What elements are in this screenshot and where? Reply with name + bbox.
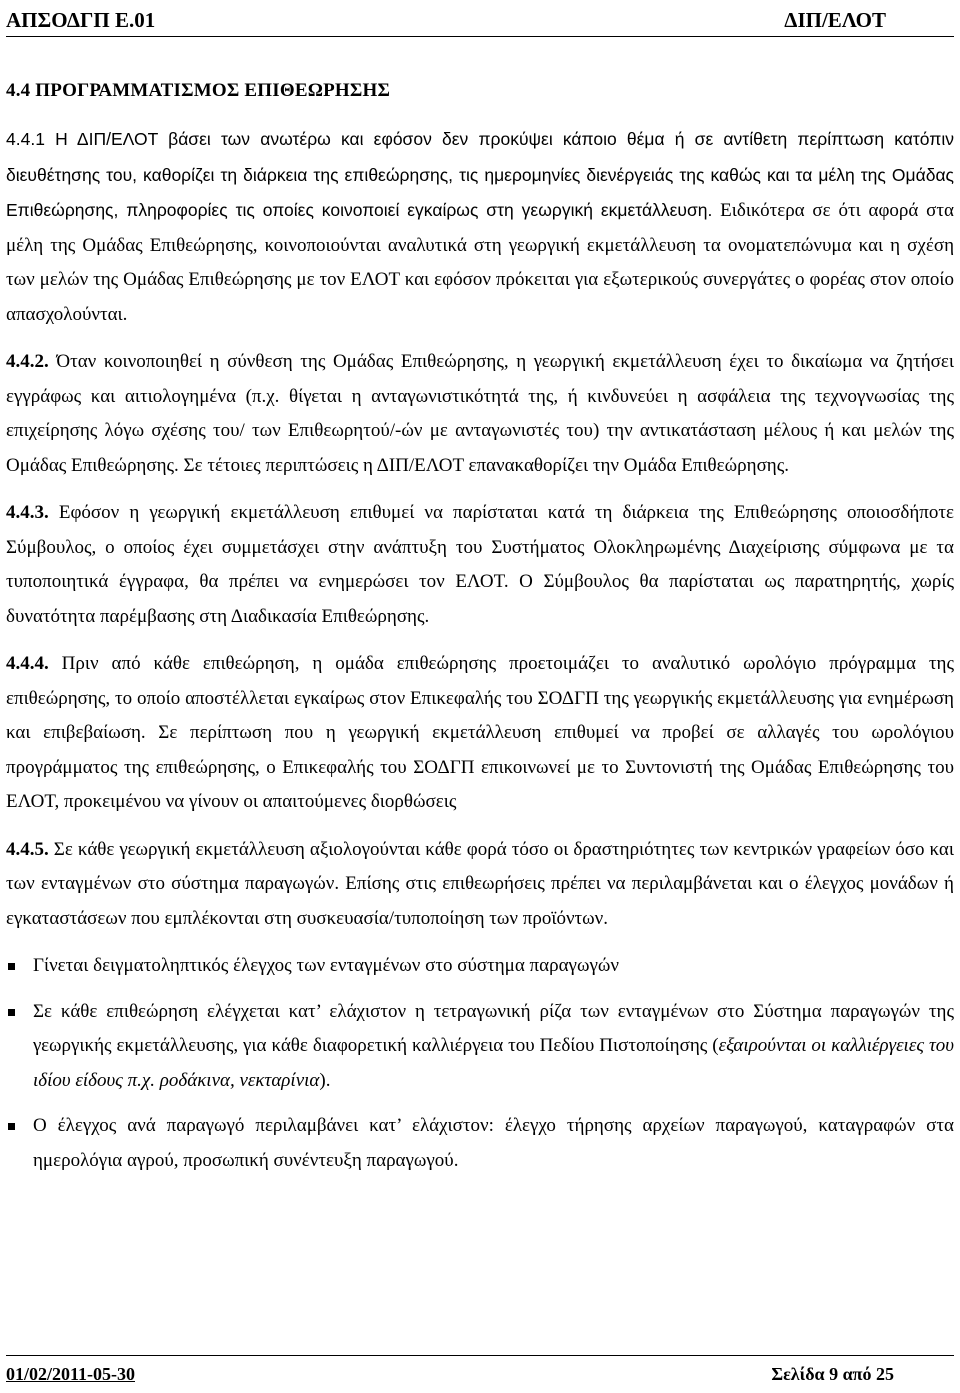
square-bullet-icon — [8, 1009, 15, 1016]
paragraph-number: 4.4.5. — [6, 838, 49, 860]
bullet-list — [6, 949, 954, 1178]
paragraph-text: Εφόσον η γεωργική εκμετάλλευση επιθυμεί να παρίσταται κατά τη διάρκεια της Επιθεώρησης οποιοσδήποτε Σύμβουλος, ο οποίος έχει συμμετάσχει στην ανάπτυξη του Συστήματος Ολοκληρωμένης Διαχείρισης σύμφωνα με τα τυποποιητικά έγγραφα, θα πρέπει να ενημερώσει τον ΕΛΟΤ. Ο Σύμβουλος θα παρίσταται ως παρατηρητής, χωρίς δυνατότητα παρέμβασης στη Διαδικασία Επιθεώρησης. — [6, 502, 954, 627]
list-item-text-end: ). — [319, 1069, 331, 1091]
paragraph-text: Ειδικότερα σε ότι αφορά στα μέλη της Ομάδας Επιθεώρησης, κοινοποιούνται αναλυτικά στη γεωργική εκμετάλλευση τα ονοματεπώνυμα και η σχέση των μελών της Ομάδας Επιθεώρησης με τον ΕΛΟΤ και εφόσον πρόκειται για εξωτερικούς συνεργάτες ο φορέας στον οποίο απασχολούνται. — [6, 200, 954, 325]
paragraph-4-4-5 — [6, 833, 954, 937]
list-item — [6, 995, 954, 1099]
paragraph-4-4-1 — [6, 122, 954, 332]
list-item — [6, 949, 954, 984]
document-body — [6, 80, 954, 1189]
paragraph-text: Όταν κοινοποιηθεί η σύνθεση της Ομάδας Επιθεώρησης, η γεωργική εκμετάλλευση έχει το δικαίωμα να ζητήσει εγγράφως και αιτιολογημένα (π.χ. θίγεται η ανταγωνιστικότητά της, ή κινδυνεύει η ασφάλεια της τεχνογνωσίας της επιχείρησης λόγω σχέσης του/ των Επιθεωρητού/-ών με ανταγωνιστές του) την αντικατάσταση μέλους ή και μελών της Ομάδας Επιθεώρησης. Σε τέτοιες περιπτώσεις η ΔΙΠ/ΕΛΟΤ επανακαθορίζει την Ομάδα Επιθεώρησης. — [6, 351, 954, 476]
square-bullet-icon — [8, 1123, 15, 1130]
paragraph-number: 4.4.2. — [6, 351, 49, 372]
paragraph-text: Σε κάθε γεωργική εκμετάλλευση αξιολογούνται κάθε φορά τόσο οι δραστηριότητες των κεντρικών γραφείων όσο και των ενταγμένων στο σύστημα παραγωγών. Επίσης στις επιθεωρήσεις πρέπει να περιλαμβάνεται και ο έλεγχος μονάδων ή εγκαταστάσεων που εμπλέκονται στη συσκευασία/τυποποίηση των προϊόντων. — [6, 838, 954, 929]
header-department: ΔΙΠ/ΕΛΟΤ — [784, 8, 886, 32]
header-doc-code: ΑΠΣΟΔΓΠ Ε.01 — [6, 8, 156, 32]
paragraph-4-4-3 — [6, 496, 954, 634]
list-item-italic-text: εξαιρούνται οι καλλιέργειες του ιδίου είδους π.χ. ροδάκινα, νεκταρίνια — [33, 1035, 954, 1091]
paragraph-number: 4.4.4. — [6, 653, 49, 674]
list-item-text: Ο έλεγχος ανά παραγωγό περιλαμβάνει κατ’ ελάχιστον: έλεγχο τήρησης αρχείων παραγωγού, καταγραφών στα ημερολόγια αγρού, προσωπική συνέντευξη παραγωγού. — [33, 1115, 954, 1171]
list-item-text: Σε κάθε επιθεώρηση ελέγχεται κατ’ ελάχιστον η τετραγωνική ρίζα των ενταγμένων στο Σύστημα παραγωγών της γεωργικής εκμετάλλευσης, για κάθε διαφορετική καλλιέργεια του Πεδίου Πιστοποίησης ( — [33, 1000, 954, 1056]
section-title: 4.4 ΠΡΟΓΡΑΜΜΑΤΙΣΜΟΣ ΕΠΙΘΕΩΡΗΣΗΣ — [6, 80, 391, 101]
list-item — [6, 1109, 954, 1178]
paragraph-text: Πριν από κάθε επιθεώρηση, η ομάδα επιθεώρησης προετοιμάζει το αναλυτικό ωρολόγιο πρόγραμμα της επιθεώρησης, το οποίο αποστέλλεται εγκαίρως στον Επικεφαλής του ΣΟΔΓΠ της γεωργικής εκμετάλλευσης για ενημέρωση και επιβεβαίωση. Σε περίπτωση που η γεωργική εκμετάλλευση επιθυμεί να προβεί σε αλλαγές του ωρολόγιου προγράμματος της επιθεώρησης, ο Επικεφαλής του ΣΟΔΓΠ επικοινωνεί με το Συντονιστή της Ομάδας Επιθεώρησης του ΕΛΟΤ, προκειμένου να γίνουν οι απαιτούμενες διορθώσεις — [6, 653, 954, 812]
paragraph-4-4-4 — [6, 647, 954, 820]
paragraph-4-4-2 — [6, 345, 954, 483]
footer-date: 01/02/2011-05-30 — [6, 1364, 135, 1384]
paragraph-number: 4.4.1 — [6, 129, 45, 149]
page-footer — [6, 1355, 954, 1388]
paragraph-text-sans: Η ΔΙΠ/ΕΛΟΤ βάσει των ανωτέρω και εφόσον δεν προκύψει κάποιο θέμα ή σε αντίθετη περίπτωση κατόπιν διευθέτησης του, καθορίζει τη διάρκεια της επιθεώρησης, τις ημερομηνίες διενέργειάς της καθώς και τα μέλη της Ομάδας Επιθεώρησης, πληροφορίες τις οποίες κοινοποιεί εγκαίρως στη γεωργική εκμετάλλευση. — [6, 129, 954, 220]
square-bullet-icon — [8, 963, 15, 970]
footer-page-number: Σελίδα 9 από 25 — [771, 1364, 894, 1384]
list-item-text: Γίνεται δειγματοληπτικός έλεγχος των ενταγμένων στο σύστημα παραγωγών — [33, 955, 619, 976]
page-header — [6, 4, 954, 37]
paragraph-number: 4.4.3. — [6, 502, 49, 523]
